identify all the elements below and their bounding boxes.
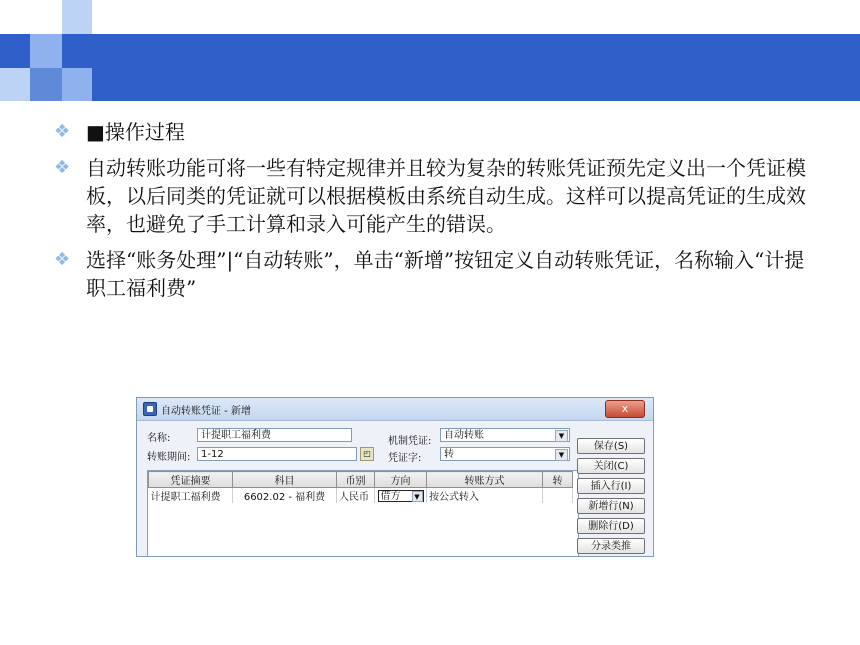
name-label: 名称: xyxy=(147,433,171,444)
col-currency[interactable]: 币别 xyxy=(337,472,375,488)
decor-square xyxy=(62,0,92,34)
split-entry-button[interactable]: 分录类推 xyxy=(577,538,645,554)
cell-currency[interactable]: 人民币 xyxy=(337,488,375,504)
decor-square xyxy=(0,68,30,101)
col-direction[interactable]: 方向 xyxy=(375,472,427,488)
app-icon xyxy=(143,402,157,416)
cell-account[interactable]: 6602.02 - 福利费 xyxy=(233,488,337,504)
direction-select[interactable] xyxy=(378,490,424,502)
delete-row-button[interactable]: 删除行(D) xyxy=(577,518,645,534)
chevron-down-icon[interactable]: ▼ xyxy=(412,491,423,502)
bullet-item xyxy=(52,246,822,302)
reference-icon[interactable]: ◰ xyxy=(360,447,374,461)
mech-voucher-select[interactable] xyxy=(440,428,570,442)
cell-summary[interactable]: 计提职工福利费 xyxy=(149,488,233,504)
bullet-item xyxy=(52,118,822,146)
col-summary[interactable]: 凭证摘要 xyxy=(149,472,233,488)
add-row-button[interactable]: 新增行(N) xyxy=(577,498,645,514)
name-input[interactable]: 计提职工福利费 xyxy=(197,428,352,442)
header-band xyxy=(0,34,860,101)
action-buttons xyxy=(577,438,647,557)
direction-value: 借方 xyxy=(380,490,401,502)
mech-voucher-value: 自动转账 xyxy=(444,430,484,441)
close-window-button[interactable]: x xyxy=(605,400,645,418)
mech-voucher-label: 机制凭证: xyxy=(388,436,432,447)
bullet-list xyxy=(52,118,822,310)
close-button[interactable]: 关闭(C) xyxy=(577,458,645,474)
voucher-word-label: 凭证字: xyxy=(388,453,422,464)
period-input[interactable]: 1-12 xyxy=(197,447,357,461)
dialog-title: 自动转账凭证 - 新增 xyxy=(161,406,251,417)
entries-grid xyxy=(147,470,579,557)
voucher-word-value: 转 xyxy=(444,449,454,460)
decor-square xyxy=(30,68,62,101)
insert-row-button[interactable]: 插入行(I) xyxy=(577,478,645,494)
diamond-bullet-icon: ❖ xyxy=(54,121,71,142)
grid-header-row xyxy=(149,472,573,488)
cell-method[interactable]: 按公式转入 xyxy=(427,488,543,504)
col-extra[interactable]: 转 xyxy=(543,472,573,488)
col-account[interactable]: 科目 xyxy=(233,472,337,488)
cell-extra[interactable] xyxy=(543,488,573,504)
save-button[interactable]: 保存(S) xyxy=(577,438,645,454)
period-label: 转账期间: xyxy=(147,452,191,463)
table-row[interactable] xyxy=(149,488,573,504)
diamond-bullet-icon: ❖ xyxy=(54,249,71,270)
col-method[interactable]: 转账方式 xyxy=(427,472,543,488)
auto-transfer-dialog xyxy=(136,397,654,557)
bullet-text: 选择“账务处理”|“自动转账”，单击“新增”按钮定义自动转账凭证，名称输入“计提职工福利费” xyxy=(86,248,805,300)
voucher-word-select[interactable] xyxy=(440,447,570,461)
decor-square xyxy=(30,34,62,68)
bullet-text: 自动转账功能可将一些有特定规律并且较为复杂的转账凭证预先定义出一个凭证模板，以后同类的凭证就可以根据模板由系统自动生成。这样可以提高凭证的生成效率，也避免了手工计算和录入可能产生的错误。 xyxy=(86,156,806,236)
chevron-down-icon[interactable]: ▼ xyxy=(555,449,568,461)
bullet-item xyxy=(52,154,822,238)
cell-direction[interactable] xyxy=(375,488,427,504)
diamond-bullet-icon: ❖ xyxy=(54,157,71,178)
chevron-down-icon[interactable]: ▼ xyxy=(555,430,568,442)
decor-square xyxy=(62,68,92,101)
dialog-titlebar xyxy=(137,398,653,421)
bullet-text: ■操作过程 xyxy=(86,120,185,144)
